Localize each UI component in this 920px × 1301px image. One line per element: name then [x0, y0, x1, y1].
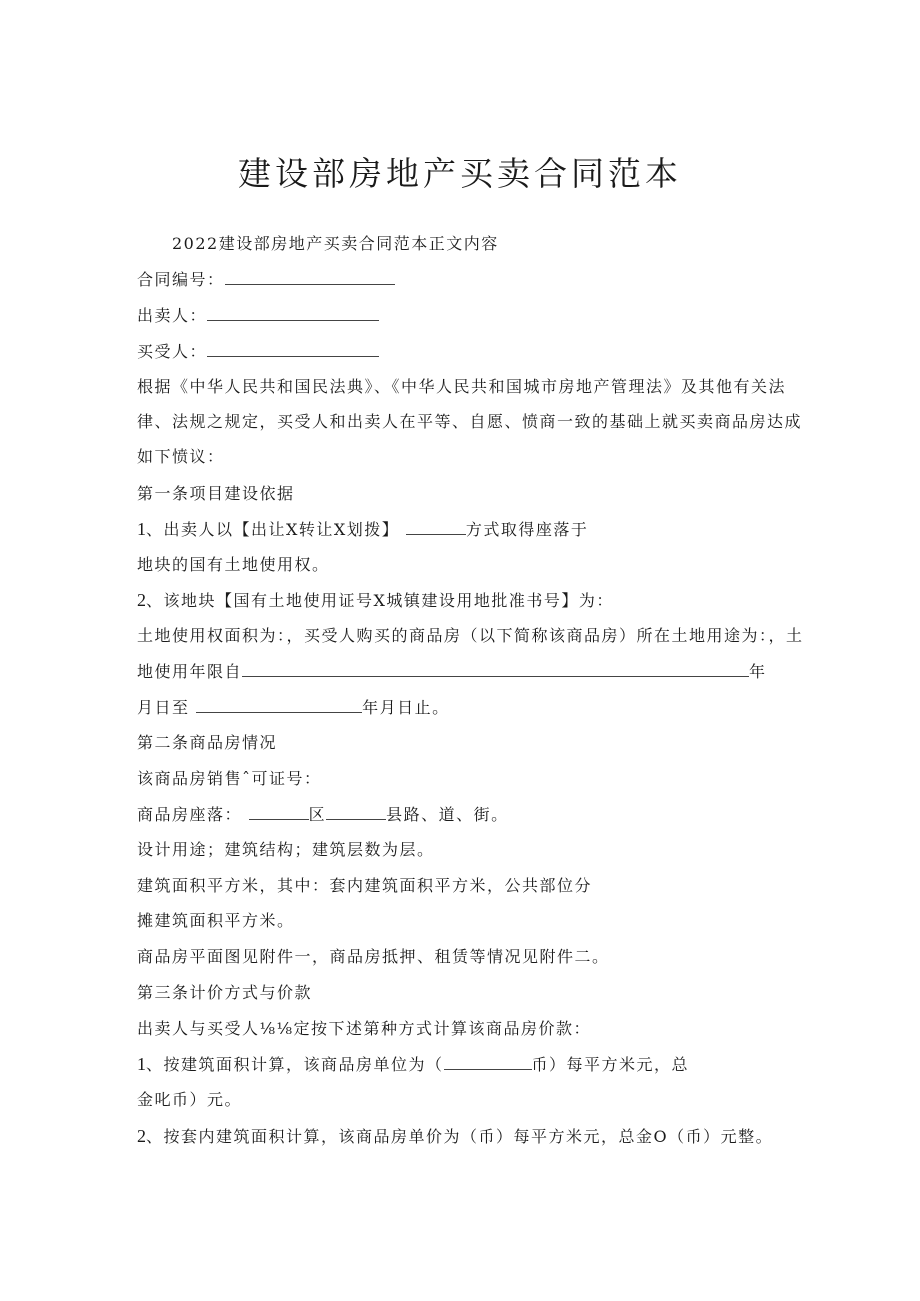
item-text: 、该地块【国有土地使用证号X城镇建设用地批准书号】为： [146, 591, 614, 610]
contract-number-line [137, 268, 395, 291]
item-text-b: 币）每平方米元，总 [531, 1055, 690, 1074]
intro-text: 2022建设部房地产买卖合同范本正文内容 [172, 234, 499, 253]
item-number: 1 [137, 519, 146, 539]
county-blank [326, 803, 386, 820]
article-3-item-2 [137, 1125, 773, 1148]
basis-paragraph-line-1: 根据《中华人民共和国民法典》、《中华人民共和国城市房地产管理法》及其他有关法 [137, 377, 787, 396]
article-1-item-1-cont: 地块的国有土地使用权。 [137, 555, 330, 574]
buyer-blank [207, 340, 379, 357]
district-label: 区 [308, 805, 327, 824]
floor-plan-line: 商品房平面图见附件一，商品房抵押、租赁等情况见附件二。 [137, 947, 610, 966]
basis-paragraph-line-2: 律、法规之规定，买受人和出卖人在平等、自愿、愤商一致的基础上就买卖商品房达成 [137, 412, 803, 431]
article-3-title: 第三条计价方式与价款 [137, 983, 313, 1002]
item-number: 2 [137, 1126, 146, 1146]
land-term-blank [242, 660, 749, 677]
buyer-line [137, 340, 379, 363]
article-2-title: 第二条商品房情况 [137, 733, 278, 752]
article-1-item-1 [137, 518, 588, 541]
land-term-text-b: 年 [749, 662, 767, 681]
seller-line [137, 304, 379, 327]
land-term-line [137, 660, 767, 683]
acquisition-method-blank [406, 518, 466, 535]
article-3-item-1 [137, 1053, 689, 1076]
item-text-a: 、出卖人以【出让X转让X划拨】 [146, 520, 400, 539]
land-term-end-line [137, 696, 450, 719]
pricing-method-line: 出卖人与买受人⅛⅛定按下述第种方式计算该商品房价款： [137, 1019, 592, 1038]
district-blank [249, 803, 309, 820]
land-area-line: 土地使用权面积为：，买受人购买的商品房（以下简称该商品房）所在土地用途为：，土 [137, 626, 804, 645]
land-term-end-blank [196, 696, 362, 713]
county-road-label: 县路、道、街。 [386, 805, 509, 824]
building-area-line: 建筑面积平方米，其中：套内建筑面积平方米，公共部位分 [137, 876, 593, 895]
land-term-text-a: 地使用年限自 [137, 662, 243, 681]
document-title: 建设部房地产买卖合同范本 [238, 154, 682, 193]
location-label: 商品房座落： [137, 805, 243, 824]
item-text-b: 方式取得座落于 [465, 520, 589, 539]
item-text: 、按套内建筑面积计算，该商品房单价为（币）每平方米元，总金O（币）元整。 [146, 1127, 774, 1146]
item-text-a: 、按建筑面积计算，该商品房单位为（ [146, 1055, 444, 1074]
basis-paragraph-line-3: 如下愤议： [137, 447, 225, 466]
item-number: 1 [137, 1054, 146, 1074]
contract-number-blank [225, 268, 395, 285]
seller-blank [207, 304, 379, 321]
article-1-item-2 [137, 589, 614, 612]
shared-area-line: 摊建筑面积平方米。 [137, 911, 295, 930]
sales-permit-line: 该商品房销售ˆ可证号： [137, 769, 322, 788]
land-term-end-text-a: 月日至 [137, 698, 190, 717]
item-number: 2 [137, 590, 146, 610]
seller-label: 出卖人： [137, 306, 208, 325]
total-price-line: 金叱币）元。 [137, 1090, 243, 1109]
intro-line [172, 233, 499, 255]
article-1-title: 第一条项目建设依据 [137, 484, 295, 503]
property-location-line [137, 803, 509, 826]
design-use-line: 设计用途；建筑结构；建筑层数为层。 [137, 840, 435, 859]
currency-blank [444, 1053, 532, 1070]
buyer-label: 买受人： [137, 342, 208, 361]
contract-number-label: 合同编号： [137, 270, 225, 289]
land-term-end-text-b: 年月日止。 [362, 698, 450, 717]
